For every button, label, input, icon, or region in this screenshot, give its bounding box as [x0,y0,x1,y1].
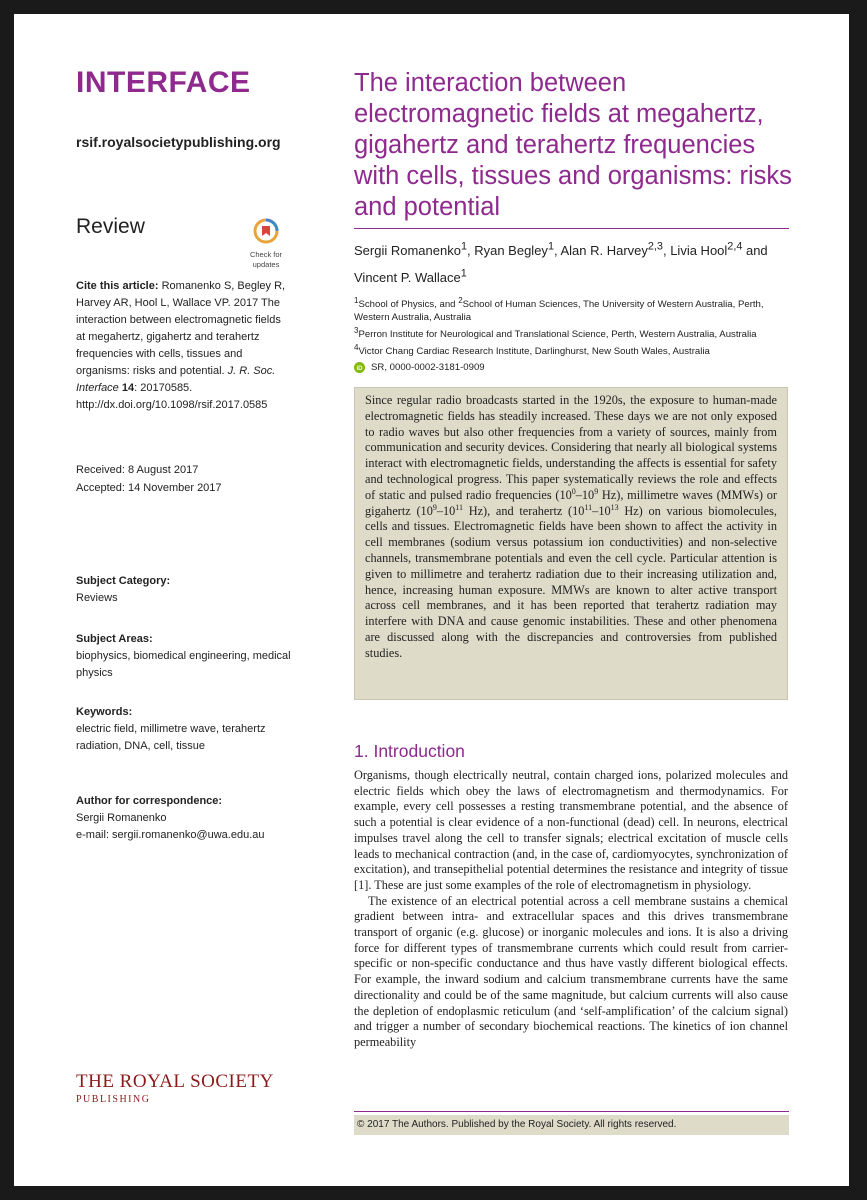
section-heading-introduction: 1. Introduction [354,741,465,761]
subject-category-heading: Subject Category: [76,575,171,587]
check-updates-icon [253,218,279,244]
author: Sergii Romanenko$^1$, [354,241,475,259]
correspondence-email[interactable]: e-mail: sergii.romanenko@uwa.edu.au [76,829,265,841]
check-for-updates-badge[interactable] [246,218,286,269]
citation-journal: J. R. Soc. Interface [76,365,276,394]
journal-url[interactable]: rsif.royalsocietypublishing.org [76,134,281,150]
author: Ryan Begley$^1$, [474,241,561,259]
paragraph: The existence of an electrical potential across a cell membrane sustains a chemical gradient between intra- and extracellular spaces and this drives transmembrane transport of organic (e.g. glucose) or inorganic molecules and ions. It is also a driving force for different types of transmembrane currents which could result from carrier-specific or non-specific conductance and thus have vastly different biological effects. For example, the inward sodium and calcium transmembrane currents have the same directionality and could be of the same magnitude, but calcium currents will also cause the depletion of endoplasmic reticulum (and ‘self-amplification’ of the calcium signal) and trigger a number of secondary biochemical reactions. The kinetics of ion channel permeability [354,893,788,1049]
subject-category [76,573,291,607]
citation-volume: 14 [121,382,135,394]
keywords [76,704,291,755]
accepted-date: Accepted: 14 November 2017 [76,482,222,494]
correspondence-heading: Author for correspondence: [76,795,223,807]
keywords-heading: Keywords: [76,706,133,718]
title-divider [354,228,789,229]
citation-article-no: : 20170585. [134,382,193,394]
copyright-notice: © 2017 The Authors. Published by the Royal Society. All rights reserved. [354,1115,789,1135]
author: Vincent P. Wallace$^1$ [354,267,467,285]
dates-block [76,461,291,497]
citation-doi[interactable]: http://dx.doi.org/10.1098/rsif.2017.0585 [76,399,268,411]
article-type: Review [76,215,145,238]
article-title: The interaction between electromagnetic fields at megahertz, gigahertz and terahertz frequencies with cells, tissues and organisms: risks and potential [354,69,792,221]
paper-page [14,14,849,1186]
publisher-sub: PUBLISHING [76,1094,151,1105]
affiliation: $^1$School of Physics, and $^2$School of Human Sciences, The University of Western Australia, Perth, Western Australia, Australia [354,296,764,324]
publisher-logo: THE ROYAL SOCIETY [76,1071,274,1092]
author-list [354,236,784,289]
received-date: Received: 8 August 2017 [76,464,199,476]
footer-divider [354,1111,789,1112]
subject-areas-value: biophysics, biomedical engineering, medical physics [76,650,291,679]
affiliation: $^3$Perron Institute for Neurological and Translational Science, Perth, Western Australia, Australia [354,326,757,341]
affiliations [354,294,789,359]
journal-logo: INTERFACE [76,66,251,99]
correspondence-name: Sergii Romanenko [76,812,167,824]
paragraph: Organisms, though electrically neutral, contain charged ions, polarized molecules and electric fields which obey the laws of electromagnetism and thermodynamics. For example, every cell possesses a resting transmembrane potential, and the absence of such a potential is clear evidence of a non-functional (dead) cell. In neurons, electrical impulses travel along the cell to transfer signals; electrical excitation of muscle cells leads to mechanical contraction (and, in the case of, cardiomyocytes, synchronization of excitation), and transepithelial potential determines the resistance and integrity of tissue [1]. These are just some examples of the role of electromagnetism in physiology. [354,768,788,892]
orcid-line[interactable] [354,362,485,373]
correspondence [76,793,291,844]
citation-block [76,278,291,414]
abstract: Since regular radio broadcasts started in the 1920s, the exposure to human-made electromagnetic fields has steadily increased. These days we are not only exposed to radio waves but also other frequencies from a variety of sources, mainly from communication and security devices. Considering that nearly all biological systems interact with electromagnetic fields, understanding the affects is essential for safety and technological progress. This paper systematically reviews the role and effects of static and pulsed radio frequencies ($10^0-10^9$ Hz), millimetre waves (MMWs) or gigahertz ($10^9-10^{11}$ Hz), and terahertz ($10^{11}-10^{13}$ Hz) on various biomolecules, cells and tissues. Electromagnetic fields have been shown to affect the activity in cell membranes (sodium versus potassium ion conductivities) and non-selective channels, transmembrane potentials and even the cell cycle. Particular attention is given to millimetre and terahertz radiation due to their increasing utilization and, hence, increasing human exposure. MMWs are known to alter active transport across cell membranes, and it has been reported that terahertz radiation may interfere with DNA and cause genomic instabilities. These and other phenomena are discussed along with the discrepancies and controversies from published studies. [354,387,788,700]
subject-category-value: Reviews [76,592,118,604]
author: Livia Hool$^{2,4}$ and [670,241,768,259]
check-updates-label-1: Check for [249,250,283,259]
subject-areas-heading: Subject Areas: [76,633,153,645]
orcid-id: SR, 0000-0002-3181-0909 [371,362,485,373]
citation-text: Romanenko S, Begley R, Harvey AR, Hool L, Wallace VP. 2017 The interaction between electromagnetic fields at megahertz, gigahertz and terahertz frequencies with cells, tissues and organisms: risks and potential. [76,280,286,377]
check-updates-label-2: updates [252,260,280,269]
affiliation: $^4$Victor Chang Cardiac Research Institute, Darlinghurst, New South Wales, Australia [354,343,710,358]
orcid-icon [354,362,365,373]
author: Alan R. Harvey$^{2,3}$, [560,241,671,259]
keywords-value: electric field, millimetre wave, terahertz radiation, DNA, cell, tissue [76,723,266,752]
subject-areas [76,631,291,682]
citation-label: Cite this article: [76,280,159,292]
introduction-body [354,768,788,1051]
svg-text:iD: iD [356,365,363,372]
